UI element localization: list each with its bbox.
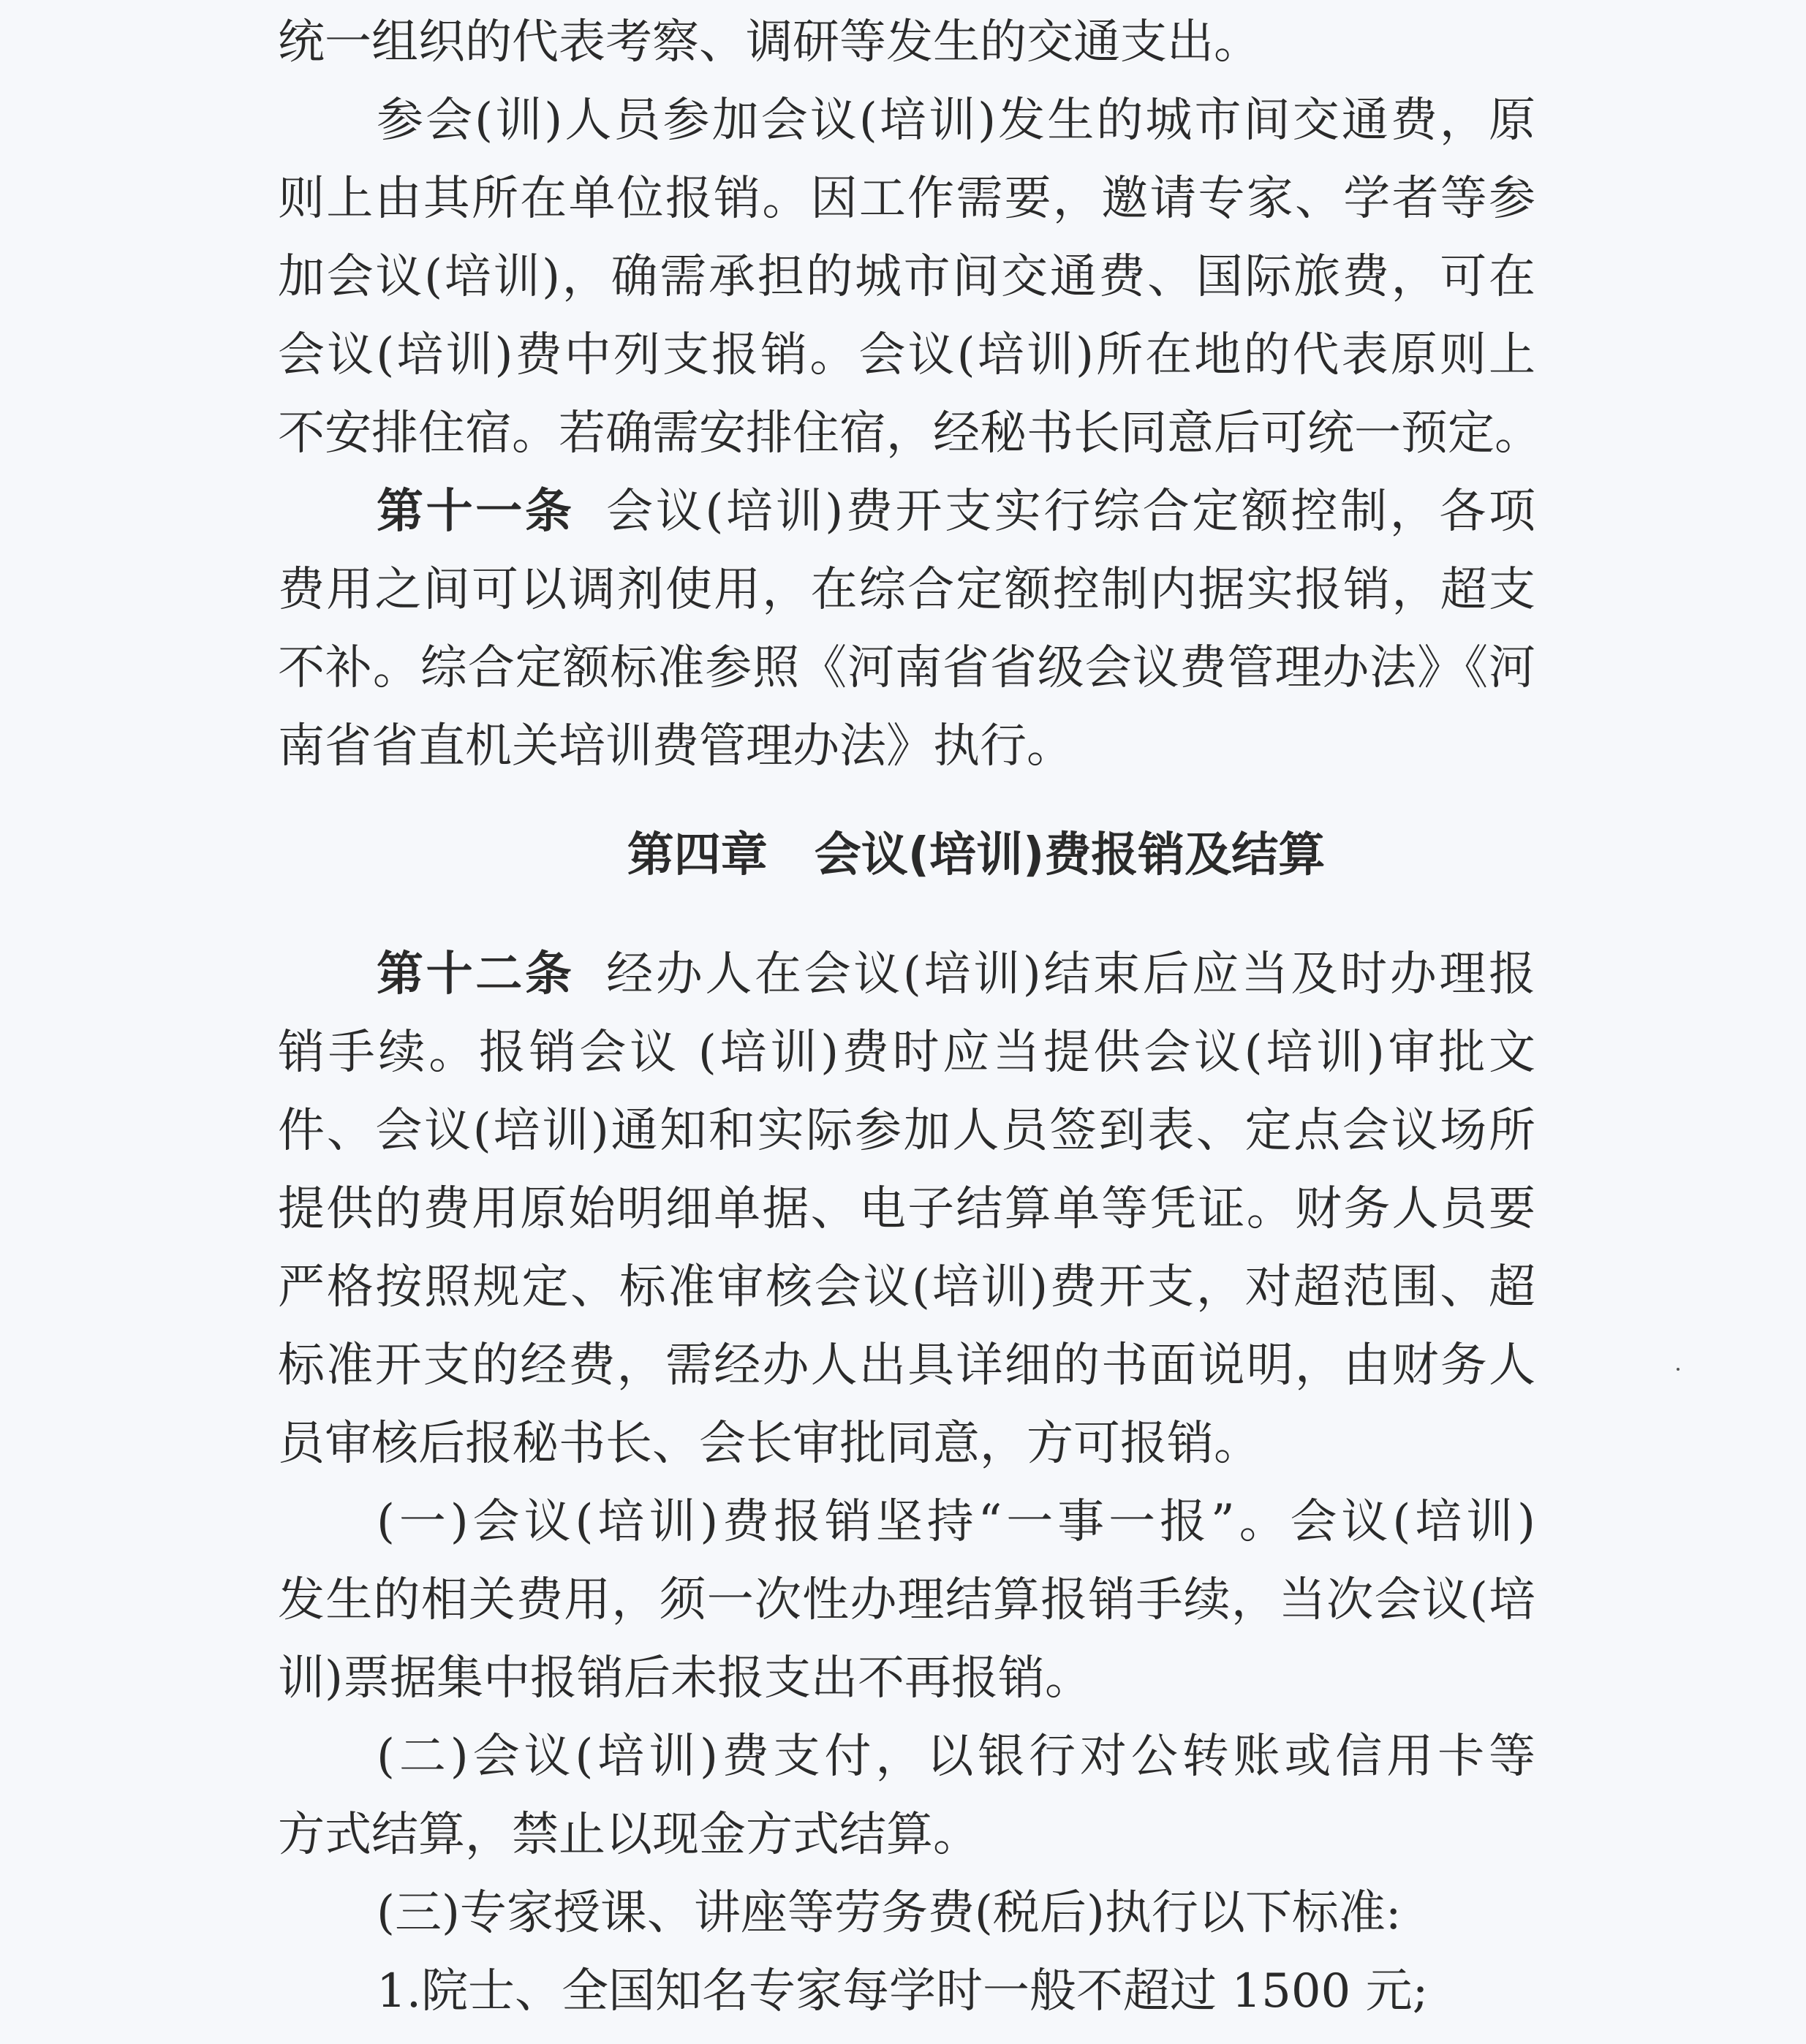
text-line: 则上由其所在单位报销。因工作需要，邀请专家、学者等参 bbox=[278, 172, 1535, 226]
article-12-first-line bbox=[377, 938, 1535, 1011]
chapter-number: 第四章 bbox=[627, 828, 768, 882]
text-line: 加会议(培训)，确需承担的城市间交通费、国际旅费，可在 bbox=[278, 250, 1535, 304]
article-11-first-line bbox=[377, 475, 1535, 548]
chapter-title: 会议(培训)费报销及结算 bbox=[814, 828, 1326, 882]
text-line: 方式结算，禁止以现金方式结算。 bbox=[278, 1808, 980, 1862]
text-line: 发生的相关费用，须一次性办理结算报销手续，当次会议(培 bbox=[278, 1573, 1535, 1627]
text-line: 训)票据集中报销后未报支出不再报销。 bbox=[278, 1651, 1092, 1706]
text-line: 提供的费用原始明细单据、电子结算单等凭证。财务人员要 bbox=[278, 1182, 1535, 1236]
text-line: 不补。综合定额标准参照《河南省省级会议费管理办法》《河 bbox=[278, 641, 1535, 695]
text-line: 严格按照规定、标准审核会议(培训)费开支，对超范围、超 bbox=[278, 1260, 1535, 1314]
text-line: 会议(培训)费中列支报销。会议(培训)所在地的代表原则上 bbox=[278, 328, 1535, 382]
text-line: 不安排住宿。若确需安排住宿，经秘书长同意后可统一预定。 bbox=[278, 406, 1541, 461]
text-line: (一)会议(培训)费报销坚持“一事一报”。会议(培训) bbox=[377, 1495, 1535, 1549]
text-line: (二)会议(培训)费支付，以银行对公转账或信用卡等 bbox=[377, 1730, 1535, 1784]
text-line: 员审核后报秘书长、会长审批同意，方可报销。 bbox=[278, 1417, 1261, 1471]
text-line: 费用之间可以调剂使用，在综合定额控制内据实报销，超支 bbox=[278, 563, 1535, 617]
text-line: 参会(训)人员参加会议(培训)发生的城市间交通费，原 bbox=[377, 94, 1535, 148]
article-12-label: 第十二条 bbox=[377, 947, 575, 1002]
text-span: 经办人在会议(培训)结束后应当及时办理报 bbox=[603, 947, 1536, 1002]
text-span: 会议(培训)费开支实行综合定额控制，各项 bbox=[603, 485, 1536, 539]
text-line: 标准开支的经费，需经办人出具详细的书面说明，由财务人 bbox=[278, 1339, 1535, 1393]
text-line: 1.院士、全国知名专家每学时一般不超过 1500 元; bbox=[377, 1964, 1429, 2018]
text-line: 统一组织的代表考察、调研等发生的交通支出。 bbox=[278, 15, 1261, 69]
article-11-label: 第十一条 bbox=[377, 485, 575, 539]
text-line: 件、会议(培训)通知和实际参加人员签到表、定点会议场所 bbox=[278, 1104, 1535, 1158]
scan-speck bbox=[1677, 1368, 1680, 1371]
text-line: 销手续。报销会议 (培训)费时应当提供会议(培训)审批文 bbox=[278, 1026, 1535, 1080]
text-line: 南省省直机关培训费管理办法》执行。 bbox=[278, 719, 1073, 773]
chapter-heading bbox=[0, 815, 1806, 896]
text-line: (三)专家授课、讲座等劳务费(税后)执行以下标准: bbox=[377, 1886, 1402, 1940]
